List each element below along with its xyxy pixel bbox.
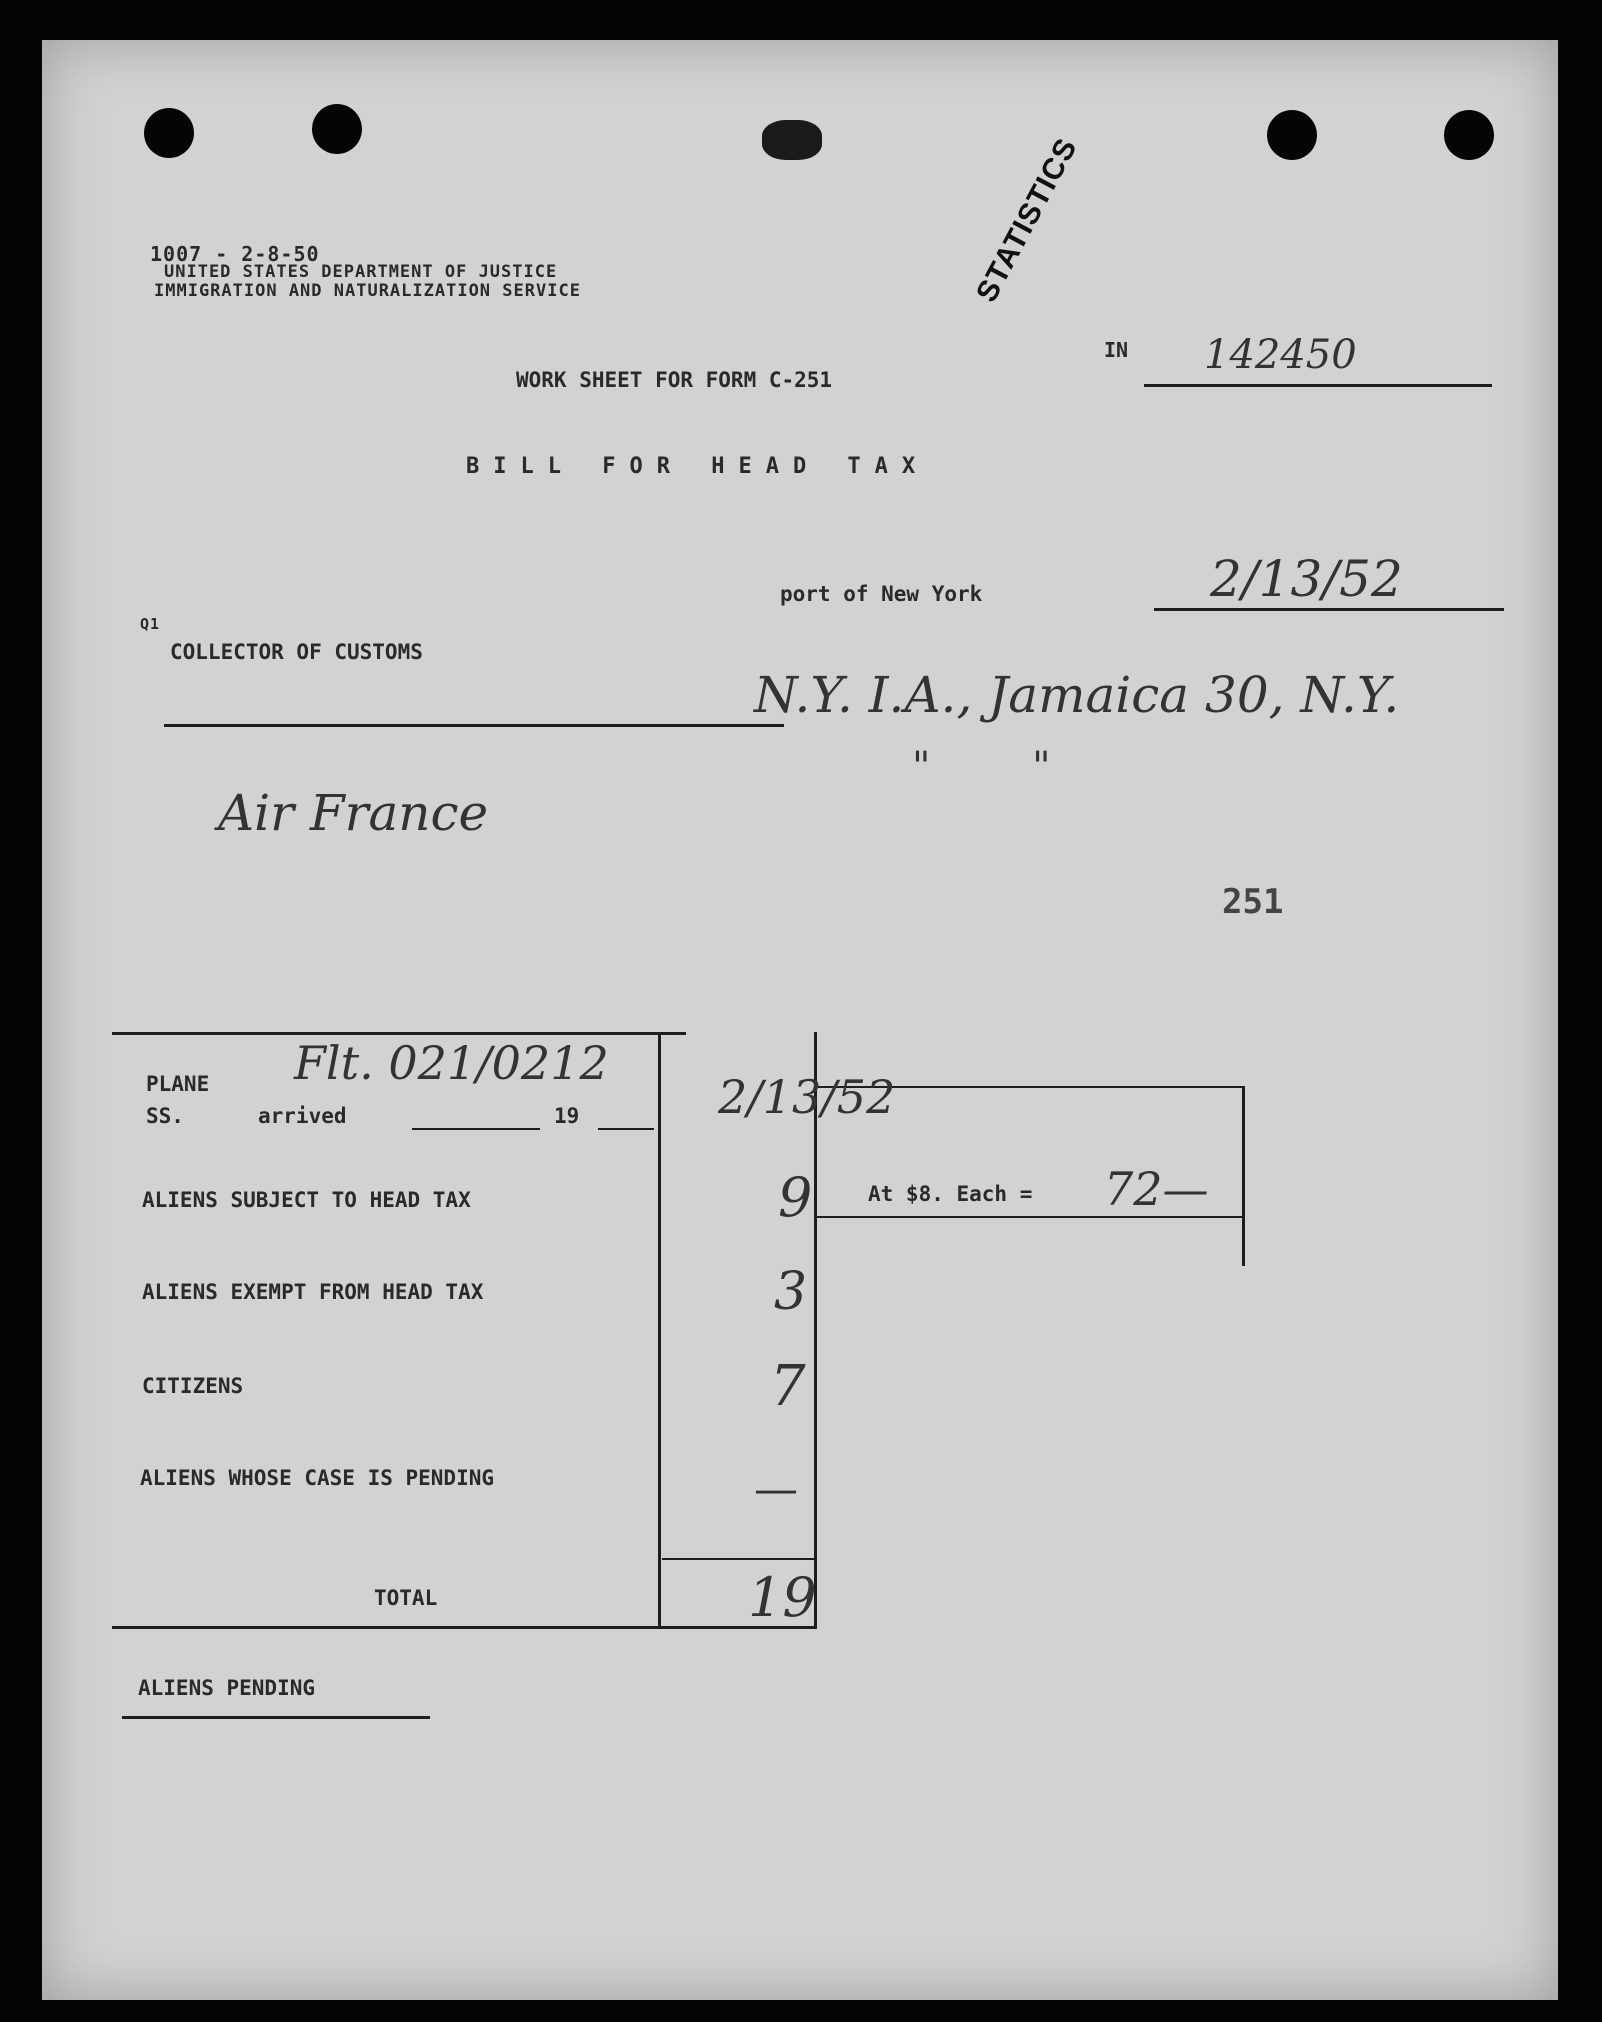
date-underline [1154,608,1504,611]
collector-label: COLLECTOR OF CUSTOMS [170,640,423,664]
department-line-2: IMMIGRATION AND NATURALIZATION SERVICE [154,281,581,301]
port-date: 2/13/52 [1210,550,1403,608]
statistics-stamp: STATISTICS [970,132,1084,308]
ink-blot-icon [762,120,822,160]
row-value-subject: 9 [778,1166,813,1229]
row-label-subject: ALIENS SUBJECT TO HEAD TAX [142,1188,471,1212]
flight-handwritten: Flt. 021/0212 [294,1036,609,1090]
arrival-date-handwritten: 2/13/52 [718,1070,896,1124]
rate-box-right [1242,1086,1245,1266]
year-prefix: 19 [554,1104,580,1128]
in-number: 142450 [1204,332,1357,378]
document-page [42,40,1558,2000]
aliens-pending-underline [122,1716,430,1719]
location-handwritten: N.Y. I.A., Jamaica 30, N.Y. [754,666,1400,724]
table-bottom-line [112,1626,817,1629]
table-total-line [662,1558,814,1560]
rate-amount: 72— [1104,1162,1209,1216]
ditto-marks: " " [912,744,1051,790]
year-blank [598,1128,654,1130]
rate-box-bottom [816,1216,1242,1218]
punch-hole-icon [1444,110,1494,160]
total-label: TOTAL [374,1586,438,1610]
carrier-handwritten: Air France [218,784,489,842]
arrived-blank [412,1128,540,1130]
row-value-pending: — [754,1464,798,1515]
in-underline [1144,384,1492,387]
bill-title: BILL FOR HEAD TAX [466,454,930,479]
in-label: IN [1104,338,1129,362]
punch-hole-icon [1267,110,1317,160]
ss-label: SS. [146,1104,184,1128]
plane-label: PLANE [146,1072,210,1096]
punch-hole-icon [144,108,194,158]
port-label: port of New York [780,582,983,606]
department-line-1: UNITED STATES DEPARTMENT OF JUSTICE [164,262,558,282]
arrived-label: arrived [258,1104,347,1128]
form-code: 1007 - 2-8-50 [150,242,320,266]
row-label-pending: ALIENS WHOSE CASE IS PENDING [140,1466,495,1490]
work-sheet-title: WORK SHEET FOR FORM C-251 [516,368,833,392]
punch-hole-icon [312,104,362,154]
table-top-line [112,1032,686,1035]
aliens-pending-label: ALIENS PENDING [138,1676,316,1700]
addressee-prefix: Q1 [140,615,161,633]
total-value: 19 [748,1566,817,1629]
row-label-citizens: CITIZENS [142,1374,244,1398]
form-reference: 251 [1222,882,1284,922]
collector-underline [164,724,784,727]
rate-text: At $8. Each = [868,1182,1033,1206]
row-label-exempt: ALIENS EXEMPT FROM HEAD TAX [142,1280,484,1304]
row-value-exempt: 3 [774,1262,808,1322]
table-divider-left [658,1032,661,1628]
row-value-citizens: 7 [770,1354,806,1419]
